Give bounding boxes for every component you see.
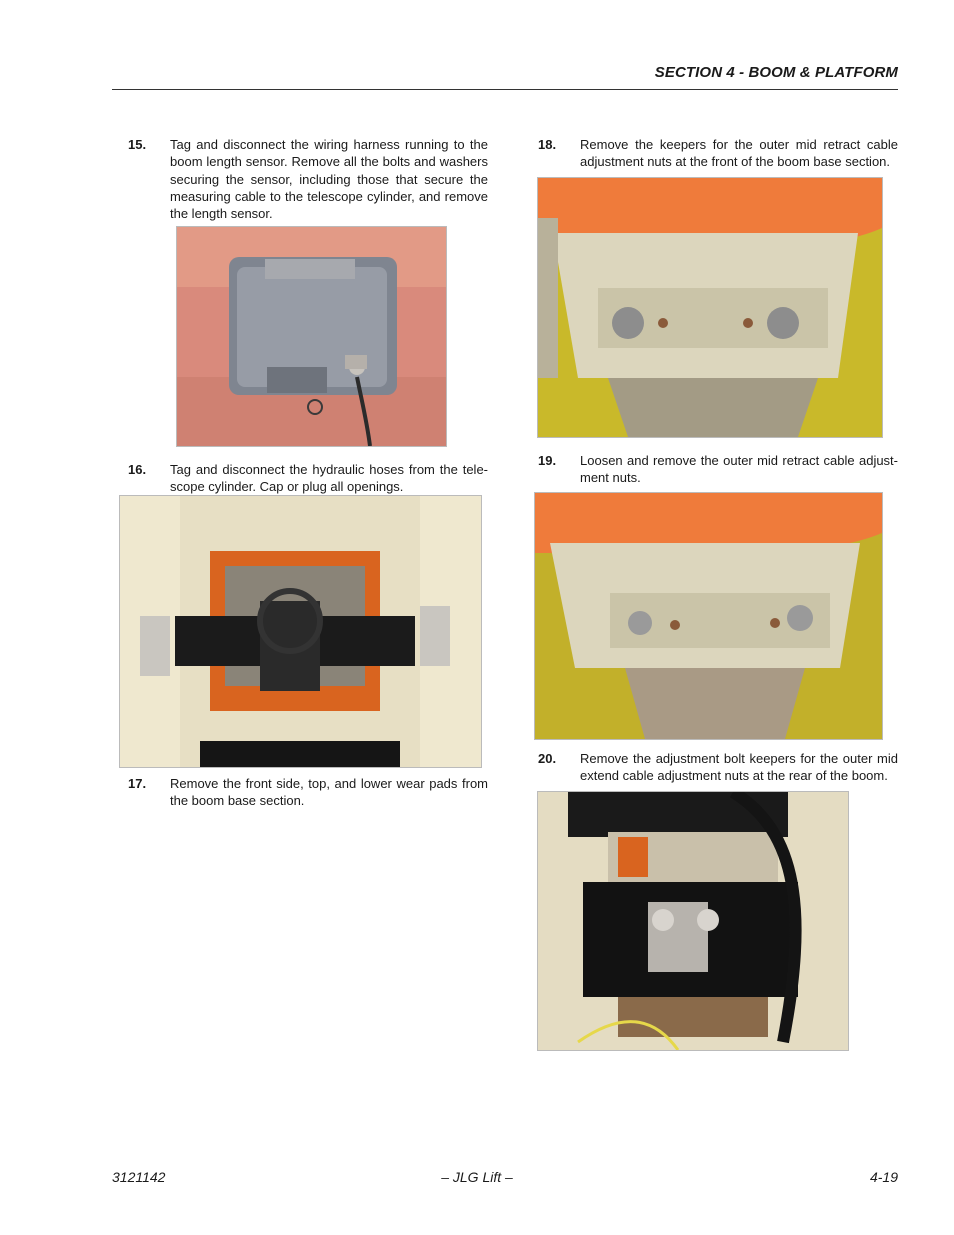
step-19: [538, 452, 898, 488]
extend-cable-keepers-photo: [537, 791, 849, 1051]
step-17: [128, 775, 488, 811]
step-text: Loosen and remove the outer mid retract cable adjust-ment nuts.: [580, 453, 898, 486]
step-text: Remove the adjustment bolt keepers for the outer mid extend cable adjustment nuts at the rear of the boom.: [580, 751, 898, 784]
hydraulic-hoses-photo: [119, 495, 482, 768]
footer-center: – JLG Lift –: [441, 1169, 513, 1185]
step-20: [538, 750, 898, 786]
step-text: Tag and disconnect the hydraulic hoses from the tele-scope cylinder. Cap or plug all openings.: [170, 462, 488, 495]
step-number: 16.: [128, 462, 147, 477]
header-rule: [112, 89, 898, 90]
step-number: 17.: [128, 776, 147, 791]
length-sensor-photo: [176, 226, 447, 447]
step-text: Tag and disconnect the wiring harness running to the boom length sensor. Remove all the bolts and washers securing the sensor, including those that secure the measuring cable to the telescope cylinder, and remove the length sensor.: [170, 137, 488, 222]
step-number: 18.: [538, 137, 557, 152]
step-16: [128, 461, 488, 497]
step-number: 19.: [538, 453, 557, 468]
step-number: 20.: [538, 751, 557, 766]
step-text: Remove the keepers for the outer mid retract cable adjustment nuts at the front of the boom base section.: [580, 137, 898, 170]
step-15: [128, 136, 488, 224]
section-title: SECTION 4 - BOOM & PLATFORM: [654, 64, 898, 81]
adjustment-nuts-photo: [534, 492, 883, 740]
step-number: 15.: [128, 137, 147, 152]
step-text: Remove the front side, top, and lower wear pads from the boom base section.: [170, 776, 488, 809]
doc-number: 3121142: [112, 1169, 166, 1185]
page-number: 4-19: [869, 1169, 898, 1185]
retract-cable-keepers-photo: [537, 177, 883, 438]
step-18: [538, 136, 898, 172]
